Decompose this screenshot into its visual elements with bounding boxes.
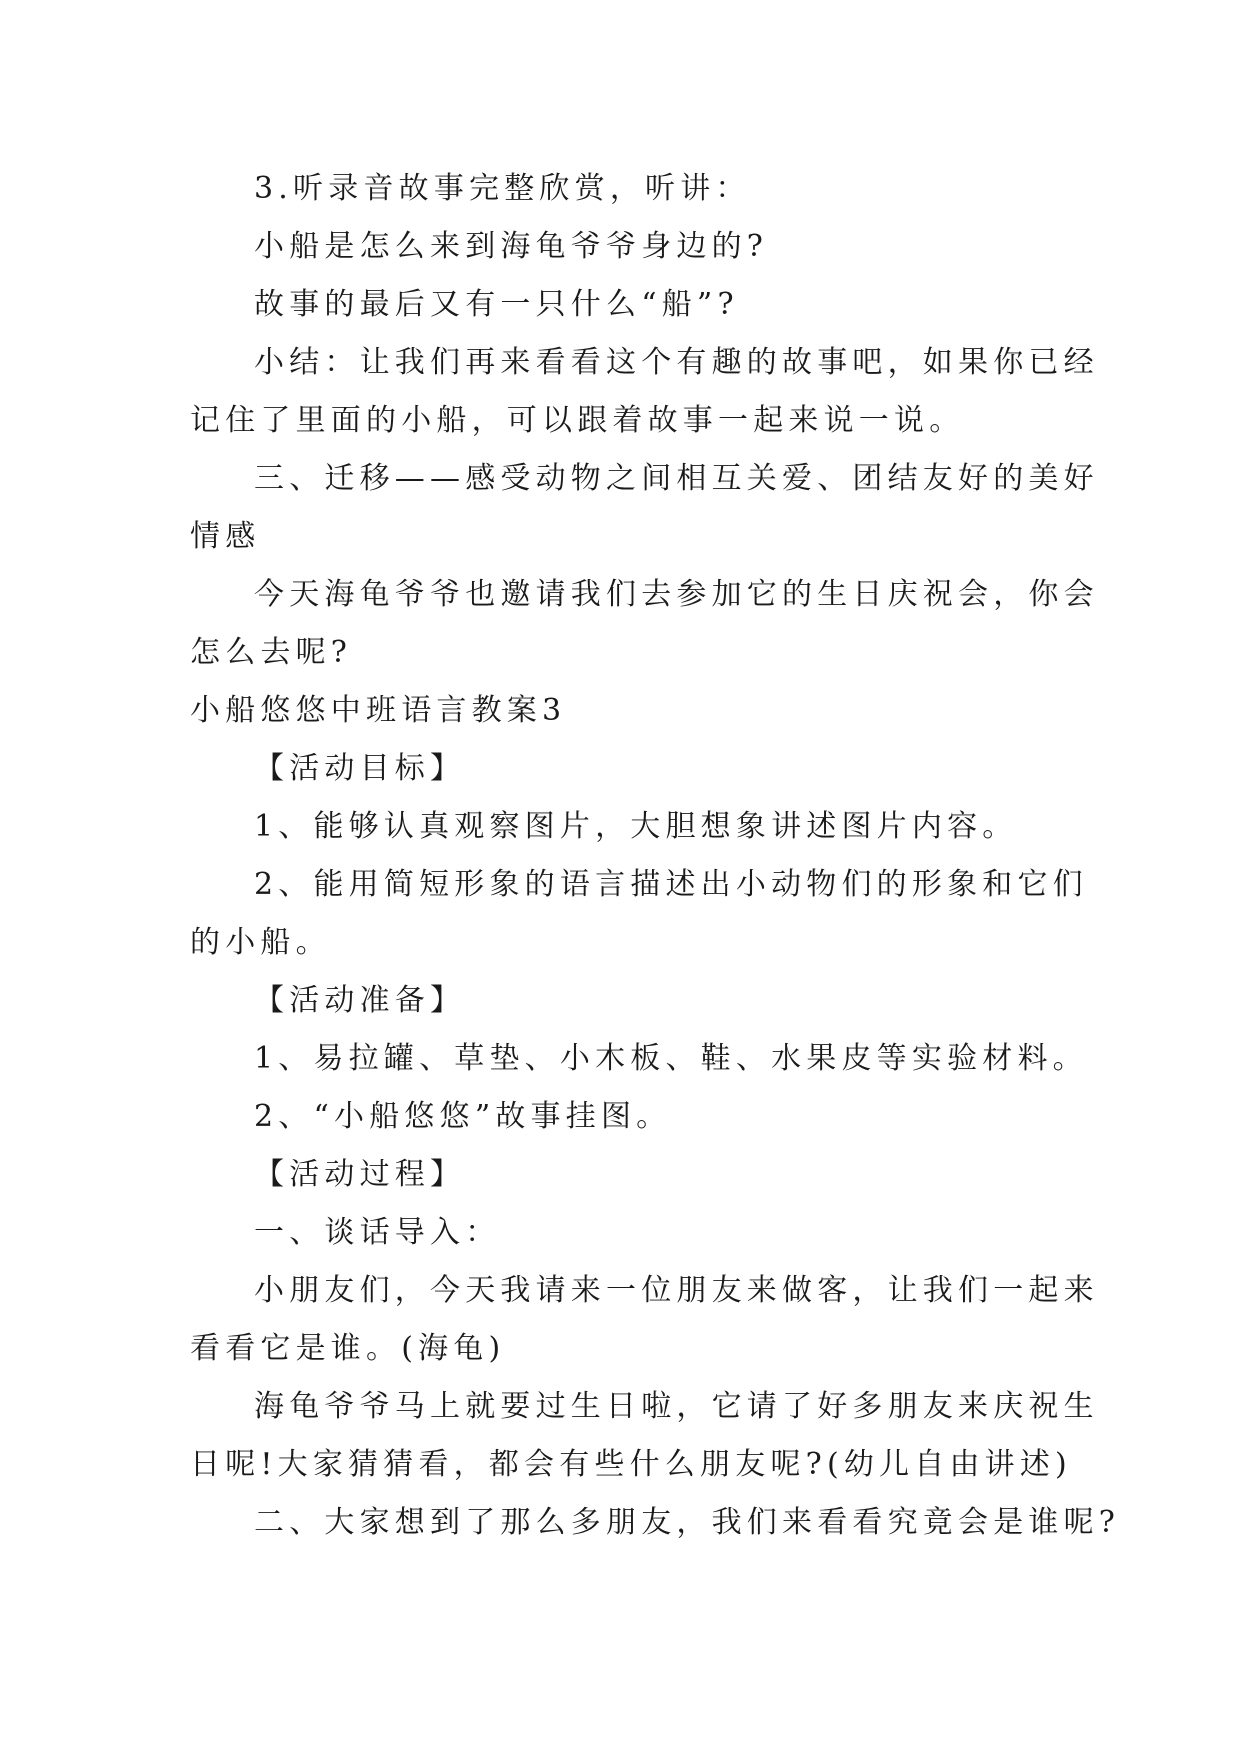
paragraph-line: 日呢!大家猜猜看，都会有些什么朋友呢?(幼儿自由讲述)	[190, 1447, 1072, 1482]
section-heading-line: 二、大家想到了那么多朋友，我们来看看究竟会是谁呢?	[254, 1505, 1121, 1540]
section-heading-line: 三、迁移——感受动物之间相互关爱、团结友好的美好	[254, 461, 1099, 496]
list-item: 1、易拉罐、草垫、小木板、鞋、水果皮等实验材料。	[254, 1041, 1088, 1076]
document-body	[190, 160, 1121, 1552]
section-heading-line: 情感	[190, 519, 261, 554]
paragraph-line: 今天海龟爷爷也邀请我们去参加它的生日庆祝会，你会	[254, 577, 1099, 612]
paragraph-line: 小结：让我们再来看看这个有趣的故事吧，如果你已经	[254, 345, 1099, 380]
paragraph-line: 小朋友们，今天我请来一位朋友来做客，让我们一起来	[254, 1273, 1099, 1308]
paragraph-line: 小船是怎么来到海龟爷爷身边的?	[254, 229, 769, 264]
paragraph-line: 海龟爷爷马上就要过生日啦，它请了好多朋友来庆祝生	[254, 1389, 1099, 1424]
paragraph-line: 怎么去呢?	[190, 635, 353, 670]
paragraph-line: 故事的最后又有一只什么“船”?	[254, 287, 739, 322]
paragraph-line: 看看它是谁。(海龟)	[190, 1331, 506, 1366]
section-label: 【活动目标】	[254, 751, 466, 786]
section-label: 【活动准备】	[254, 983, 466, 1018]
list-item: 1、能够认真观察图片，大胆想象讲述图片内容。	[254, 809, 1018, 844]
document-title: 小船悠悠中班语言教案3	[190, 693, 567, 728]
section-heading-line: 一、谈话导入：	[254, 1215, 501, 1250]
paragraph-line: 3.听录音故事完整欣赏，听讲：	[254, 171, 751, 206]
list-item: 的小船。	[190, 925, 331, 960]
list-item: 2、能用简短形象的语言描述出小动物们的形象和它们	[254, 867, 1088, 902]
section-label: 【活动过程】	[254, 1157, 466, 1192]
list-item: 2、“小船悠悠”故事挂图。	[254, 1099, 672, 1134]
paragraph-line: 记住了里面的小船，可以跟着故事一起来说一说。	[190, 403, 965, 438]
